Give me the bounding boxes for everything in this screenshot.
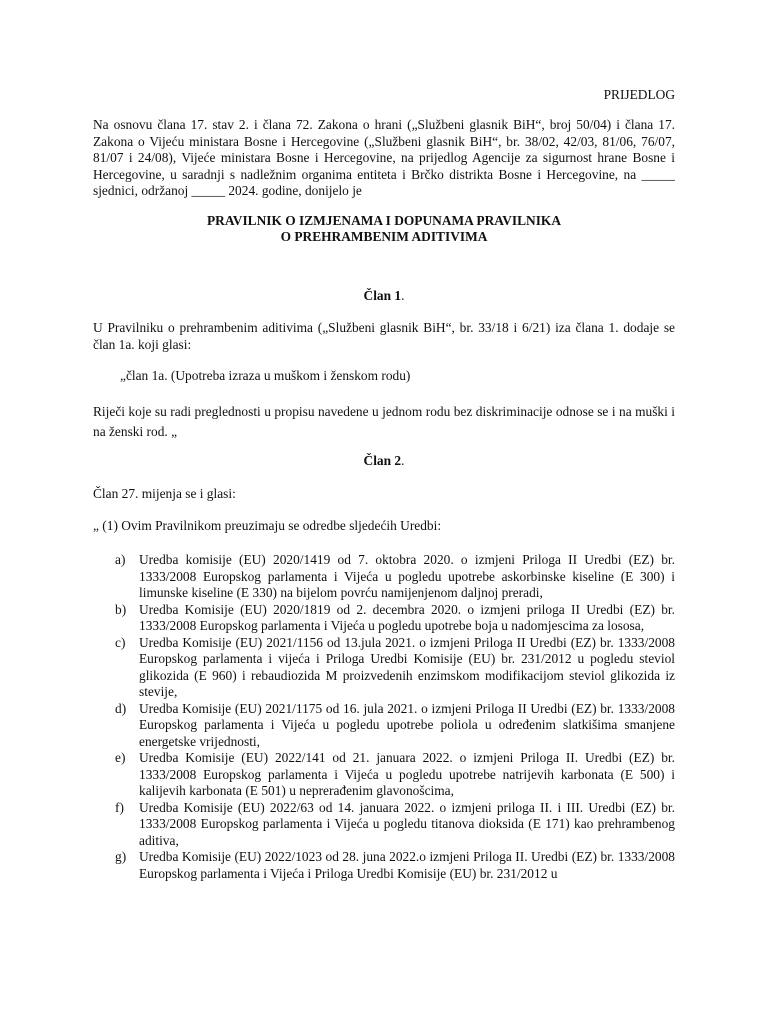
article-2-sub-intro: „ (1) Ovim Pravilnikom preuzimaju se odredbe sljedećih Uredbi: bbox=[93, 518, 442, 533]
list-item bbox=[93, 552, 675, 602]
document-title-line-2: O PREHRAMBENIM ADITIVIMA bbox=[280, 229, 488, 244]
list-item-text: Uredba Komisije (EU) 2022/63 od 14. januara 2022. o izmjeni priloga II. i III. Uredbi (EZ) br. 1333/2008 Europskog parlamenta i Vijeća u pogledu titanova dioksida (E 171) kao prehrambenog aditiva, bbox=[139, 799, 675, 848]
article-1a-quote-body: Riječi koje su radi preglednosti u propisu navedene u jednom rodu bez diskriminacije odnose se i na muški i na ženski rod. „ bbox=[93, 404, 675, 439]
list-marker: a) bbox=[115, 552, 126, 567]
list-item bbox=[93, 750, 675, 800]
list-marker: e) bbox=[115, 750, 126, 765]
article-2-heading bbox=[93, 453, 675, 470]
list-item-text: Uredba Komisije (EU) 2022/1023 od 28. juna 2022.o izmjeni Priloga II. Uredbi (EZ) br. 1333/2008 Europskog parlamenta i Vijeća i Priloga Uredbi Komisije (EU) br. 231/2012 u bbox=[139, 849, 675, 881]
list-item-text: Uredba Komisije (EU) 2020/1819 od 2. decembra 2020. o izmjeni priloga II Uredbi (EZ) br. 1333/2008 Europskog parlamenta i Vijeća u pogledu upotrebe boja u nadomjescima za lososa, bbox=[139, 601, 675, 633]
list-item-text: Uredba Komisije (EU) 2021/1175 od 16. jula 2021. o izmjeni Priloga II Uredbi (EZ) br. 1333/2008 Europskog parlamenta i Vijeća u pogledu upotrebe poliola u određenim slatkišima smanjene energetske vrijednosti, bbox=[139, 700, 675, 749]
article-2-heading-bold: Član 2 bbox=[363, 453, 402, 468]
article-2-heading-suffix: . bbox=[401, 453, 405, 468]
list-item bbox=[93, 635, 675, 701]
document-title-line-1: PRAVILNIK O IZMJENAMA I DOPUNAMA PRAVILNIKA bbox=[206, 213, 561, 228]
list-marker: d) bbox=[115, 700, 127, 716]
list-marker: g) bbox=[115, 849, 127, 864]
list-marker: f) bbox=[115, 799, 124, 815]
list-item bbox=[93, 701, 675, 751]
regulation-list bbox=[93, 552, 675, 882]
list-item-text: Uredba Komisije (EU) 2021/1156 od 13.jula 2021. o izmjeni Priloga II Uredbi (EZ) br. 1333/2008 Europskog parlamenta i vijeća i Priloga Uredbi Komisije (EU) br. 231/2012 u pogledu steviol glikozida (E 960) i rebaudiozida M proizvedenih enzimskom modifikacijom steviol glikozida iz stevije, bbox=[139, 634, 675, 699]
list-item-text: Uredba komisije (EU) 2020/1419 od 7. oktobra 2020. o izmjeni Priloga II Uredbi (EZ) br. 1333/2008 Europskog parlamenta i Vijeća u pogledu upotrebe askorbinske kiseline (E 300) i limunske kiseline (E 330) na bijelom povrću namijenjenom daljnoj preradi, bbox=[139, 552, 675, 600]
list-item bbox=[93, 849, 675, 882]
list-item bbox=[93, 602, 675, 635]
preamble-paragraph: Na osnovu člana 17. stav 2. i člana 72. Zakona o hrani („Službeni glasnik BiH“, broj 50/04) i člana 17. Zakona o Vijeću ministara Bosne i Hercegovine („Službeni glasnik BiH“, br. 38/02, 42/03, 81/06, 76/07, 81/07 i 24/08), Vijeće ministara Bosne i Hercegovine, na prijedlog Agencije za sigurnost hrane Bosne i Hercegovine, u saradnji s nadležnim organima entiteta i Brčko distrikta Bosne i Hercegovine, na _____ sjednici, održanoj _____ 2024. godine, donijelo je bbox=[93, 117, 675, 198]
article-1-intro: U Pravilniku o prehrambenim aditivima („Službeni glasnik BiH“, br. 33/18 i 6/21) iza člana 1. dodaje se član 1a. koji glasi: bbox=[93, 320, 675, 352]
article-1a-quote-heading: „član 1a. (Upotreba izraza u muškom i ženskom rodu) bbox=[120, 368, 411, 383]
list-item bbox=[93, 800, 675, 850]
article-1-heading-bold: Član 1 bbox=[363, 288, 402, 303]
list-marker: b) bbox=[115, 601, 127, 617]
list-marker: c) bbox=[115, 634, 126, 650]
article-1-heading-suffix: . bbox=[401, 288, 405, 303]
proposal-label: PRIJEDLOG bbox=[603, 87, 675, 102]
article-2-intro: Član 27. mijenja se i glasi: bbox=[93, 486, 236, 501]
list-item-text: Uredba Komisije (EU) 2022/141 od 21. januara 2022. o izmjeni Priloga II. Uredbi (EZ) br. 1333/2008 Europskog parlamenta i Vijeća u pogledu upotrebe natrijevih karbonata (E 500) i kalijevih karbonata (E 501) u neprerađenim glavonošcima, bbox=[139, 750, 675, 798]
article-1-heading bbox=[93, 288, 675, 305]
